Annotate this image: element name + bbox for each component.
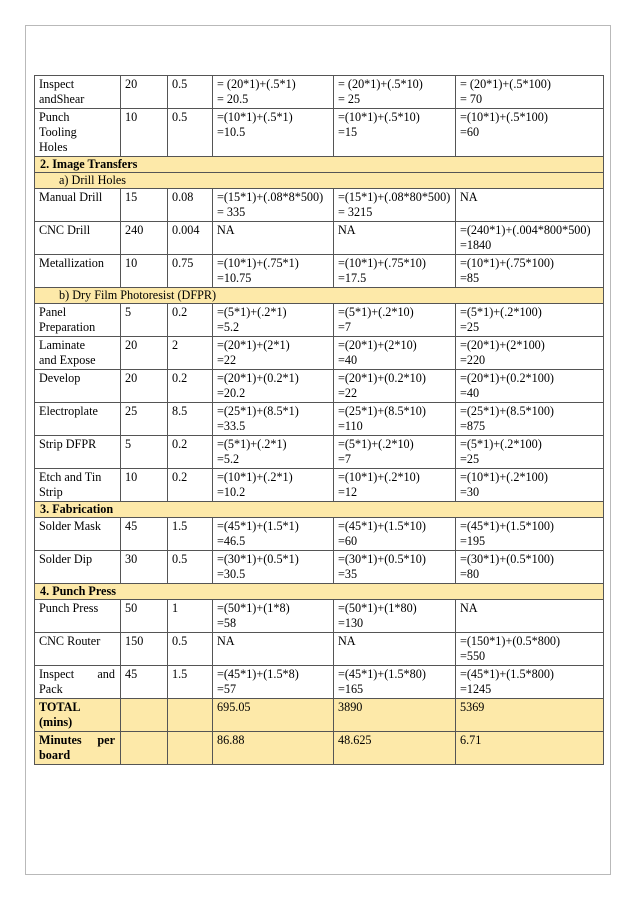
process-name: Manual Drill <box>35 189 121 222</box>
time-per-unit: 0.5 <box>168 109 213 157</box>
total-row <box>35 699 604 732</box>
time-per-unit: 2 <box>168 337 213 370</box>
setup-time: 45 <box>121 666 168 699</box>
time-per-unit: 1.5 <box>168 666 213 699</box>
qty1-cell: =(10*1)+(.2*1) =10.2 <box>213 469 334 502</box>
qty100-cell: =(30*1)+(0.5*100) =80 <box>456 551 604 584</box>
process-name: Solder Mask <box>35 518 121 551</box>
subsection-title: b) Dry Film Photoresist (DFPR) <box>35 288 604 304</box>
table-row <box>35 633 604 666</box>
qty100-cell: =(45*1)+(1.5*800) =1245 <box>456 666 604 699</box>
qty1-cell: = (20*1)+(.5*1) = 20.5 <box>213 76 334 109</box>
process-name: Develop <box>35 370 121 403</box>
qty10-cell: =(20*1)+(0.2*10) =22 <box>334 370 456 403</box>
table-row <box>35 337 604 370</box>
time-per-unit: 0.004 <box>168 222 213 255</box>
process-name: Panel Preparation <box>35 304 121 337</box>
qty100-cell: =(45*1)+(1.5*100) =195 <box>456 518 604 551</box>
time-per-unit: 0.08 <box>168 189 213 222</box>
table-row <box>35 76 604 109</box>
table-row <box>35 370 604 403</box>
setup-time: 150 <box>121 633 168 666</box>
time-per-unit: 0.2 <box>168 469 213 502</box>
subsection-header-drill-holes <box>35 173 604 189</box>
section-title: 4. Punch Press <box>35 584 604 600</box>
empty-cell <box>121 732 168 765</box>
qty100-cell: =(10*1)+(.2*100) =30 <box>456 469 604 502</box>
empty-cell <box>168 732 213 765</box>
section-header-punch-press <box>35 584 604 600</box>
qty1-cell: =(45*1)+(1.5*1) =46.5 <box>213 518 334 551</box>
qty1-cell: =(45*1)+(1.5*8) =57 <box>213 666 334 699</box>
qty1-cell: =(50*1)+(1*8) =58 <box>213 600 334 633</box>
table-row <box>35 109 604 157</box>
per-board-qty100: 6.71 <box>456 732 604 765</box>
qty10-cell: =(5*1)+(.2*10) =7 <box>334 304 456 337</box>
setup-time: 10 <box>121 255 168 288</box>
per-board-qty10: 48.625 <box>334 732 456 765</box>
qty10-cell: =(15*1)+(.08*80*500) = 3215 <box>334 189 456 222</box>
qty10-cell: =(10*1)+(.5*10) =15 <box>334 109 456 157</box>
qty1-cell: =(15*1)+(.08*8*500) = 335 <box>213 189 334 222</box>
qty10-cell: = (20*1)+(.5*10) = 25 <box>334 76 456 109</box>
empty-cell <box>121 699 168 732</box>
setup-time: 20 <box>121 337 168 370</box>
qty10-cell: =(10*1)+(.75*10) =17.5 <box>334 255 456 288</box>
setup-time: 20 <box>121 76 168 109</box>
section-title: 2. Image Transfers <box>35 157 604 173</box>
qty10-cell: =(50*1)+(1*80) =130 <box>334 600 456 633</box>
setup-time: 20 <box>121 370 168 403</box>
process-name: Strip DFPR <box>35 436 121 469</box>
process-name: Inspect andShear <box>35 76 121 109</box>
setup-time: 15 <box>121 189 168 222</box>
setup-time: 50 <box>121 600 168 633</box>
qty100-cell: =(25*1)+(8.5*100) =875 <box>456 403 604 436</box>
qty10-cell: NA <box>334 633 456 666</box>
qty100-cell: =(10*1)+(.5*100) =60 <box>456 109 604 157</box>
subsection-title: a) Drill Holes <box>35 173 604 189</box>
table-row <box>35 436 604 469</box>
table-row <box>35 255 604 288</box>
time-per-unit: 0.5 <box>168 76 213 109</box>
table-row <box>35 551 604 584</box>
table-row <box>35 403 604 436</box>
empty-cell <box>168 699 213 732</box>
qty10-cell: =(25*1)+(8.5*10) =110 <box>334 403 456 436</box>
qty1-cell: =(20*1)+(2*1) =22 <box>213 337 334 370</box>
process-cost-table <box>34 75 604 765</box>
time-per-unit: 8.5 <box>168 403 213 436</box>
per-board-qty1: 86.88 <box>213 732 334 765</box>
qty10-cell: =(10*1)+(.2*10) =12 <box>334 469 456 502</box>
process-name: Etch and Tin Strip <box>35 469 121 502</box>
qty100-cell: =(20*1)+(0.2*100) =40 <box>456 370 604 403</box>
qty1-cell: NA <box>213 222 334 255</box>
time-per-unit: 1 <box>168 600 213 633</box>
qty1-cell: =(5*1)+(.2*1) =5.2 <box>213 436 334 469</box>
setup-time: 240 <box>121 222 168 255</box>
setup-time: 30 <box>121 551 168 584</box>
total-qty10: 3890 <box>334 699 456 732</box>
setup-time: 45 <box>121 518 168 551</box>
qty10-cell: NA <box>334 222 456 255</box>
time-per-unit: 0.2 <box>168 304 213 337</box>
time-per-unit: 0.5 <box>168 551 213 584</box>
time-per-unit: 1.5 <box>168 518 213 551</box>
qty1-cell: =(20*1)+(0.2*1) =20.2 <box>213 370 334 403</box>
qty10-cell: =(45*1)+(1.5*10) =60 <box>334 518 456 551</box>
process-name: Electroplate <box>35 403 121 436</box>
qty100-cell: NA <box>456 600 604 633</box>
process-name: Solder Dip <box>35 551 121 584</box>
qty1-cell: NA <box>213 633 334 666</box>
qty10-cell: =(20*1)+(2*10) =40 <box>334 337 456 370</box>
section-header-fabrication <box>35 502 604 518</box>
section-title: 3. Fabrication <box>35 502 604 518</box>
minutes-per-board-row <box>35 732 604 765</box>
qty100-cell: =(20*1)+(2*100) =220 <box>456 337 604 370</box>
process-name: Punch Tooling Holes <box>35 109 121 157</box>
qty100-cell: =(150*1)+(0.5*800) =550 <box>456 633 604 666</box>
process-name: CNC Router <box>35 633 121 666</box>
process-name: Metallization <box>35 255 121 288</box>
time-per-unit: 0.2 <box>168 436 213 469</box>
qty100-cell: =(10*1)+(.75*100) =85 <box>456 255 604 288</box>
qty10-cell: =(45*1)+(1.5*80) =165 <box>334 666 456 699</box>
total-qty100: 5369 <box>456 699 604 732</box>
table-row <box>35 469 604 502</box>
table-row <box>35 600 604 633</box>
qty1-cell: =(25*1)+(8.5*1) =33.5 <box>213 403 334 436</box>
time-per-unit: 0.2 <box>168 370 213 403</box>
table-row <box>35 222 604 255</box>
setup-time: 5 <box>121 304 168 337</box>
total-qty1: 695.05 <box>213 699 334 732</box>
minutes-per-board-label: Minutes per board <box>35 732 121 765</box>
section-header-image-transfers <box>35 157 604 173</box>
setup-time: 5 <box>121 436 168 469</box>
total-label: TOTAL (mins) <box>35 699 121 732</box>
process-name: CNC Drill <box>35 222 121 255</box>
table-row <box>35 666 604 699</box>
process-name: Inspect and Pack <box>35 666 121 699</box>
qty100-cell: =(5*1)+(.2*100) =25 <box>456 304 604 337</box>
qty100-cell: = (20*1)+(.5*100) = 70 <box>456 76 604 109</box>
subsection-header-dfpr <box>35 288 604 304</box>
time-per-unit: 0.5 <box>168 633 213 666</box>
qty10-cell: =(5*1)+(.2*10) =7 <box>334 436 456 469</box>
qty100-cell: NA <box>456 189 604 222</box>
qty1-cell: =(30*1)+(0.5*1) =30.5 <box>213 551 334 584</box>
table-row <box>35 518 604 551</box>
process-name: Punch Press <box>35 600 121 633</box>
time-per-unit: 0.75 <box>168 255 213 288</box>
qty1-cell: =(5*1)+(.2*1) =5.2 <box>213 304 334 337</box>
qty10-cell: =(30*1)+(0.5*10) =35 <box>334 551 456 584</box>
setup-time: 10 <box>121 109 168 157</box>
setup-time: 10 <box>121 469 168 502</box>
process-name: Laminate and Expose <box>35 337 121 370</box>
table-row <box>35 304 604 337</box>
qty100-cell: =(240*1)+(.004*800*500) =1840 <box>456 222 604 255</box>
qty1-cell: =(10*1)+(.75*1) =10.75 <box>213 255 334 288</box>
setup-time: 25 <box>121 403 168 436</box>
table-row <box>35 189 604 222</box>
qty100-cell: =(5*1)+(.2*100) =25 <box>456 436 604 469</box>
qty1-cell: =(10*1)+(.5*1) =10.5 <box>213 109 334 157</box>
